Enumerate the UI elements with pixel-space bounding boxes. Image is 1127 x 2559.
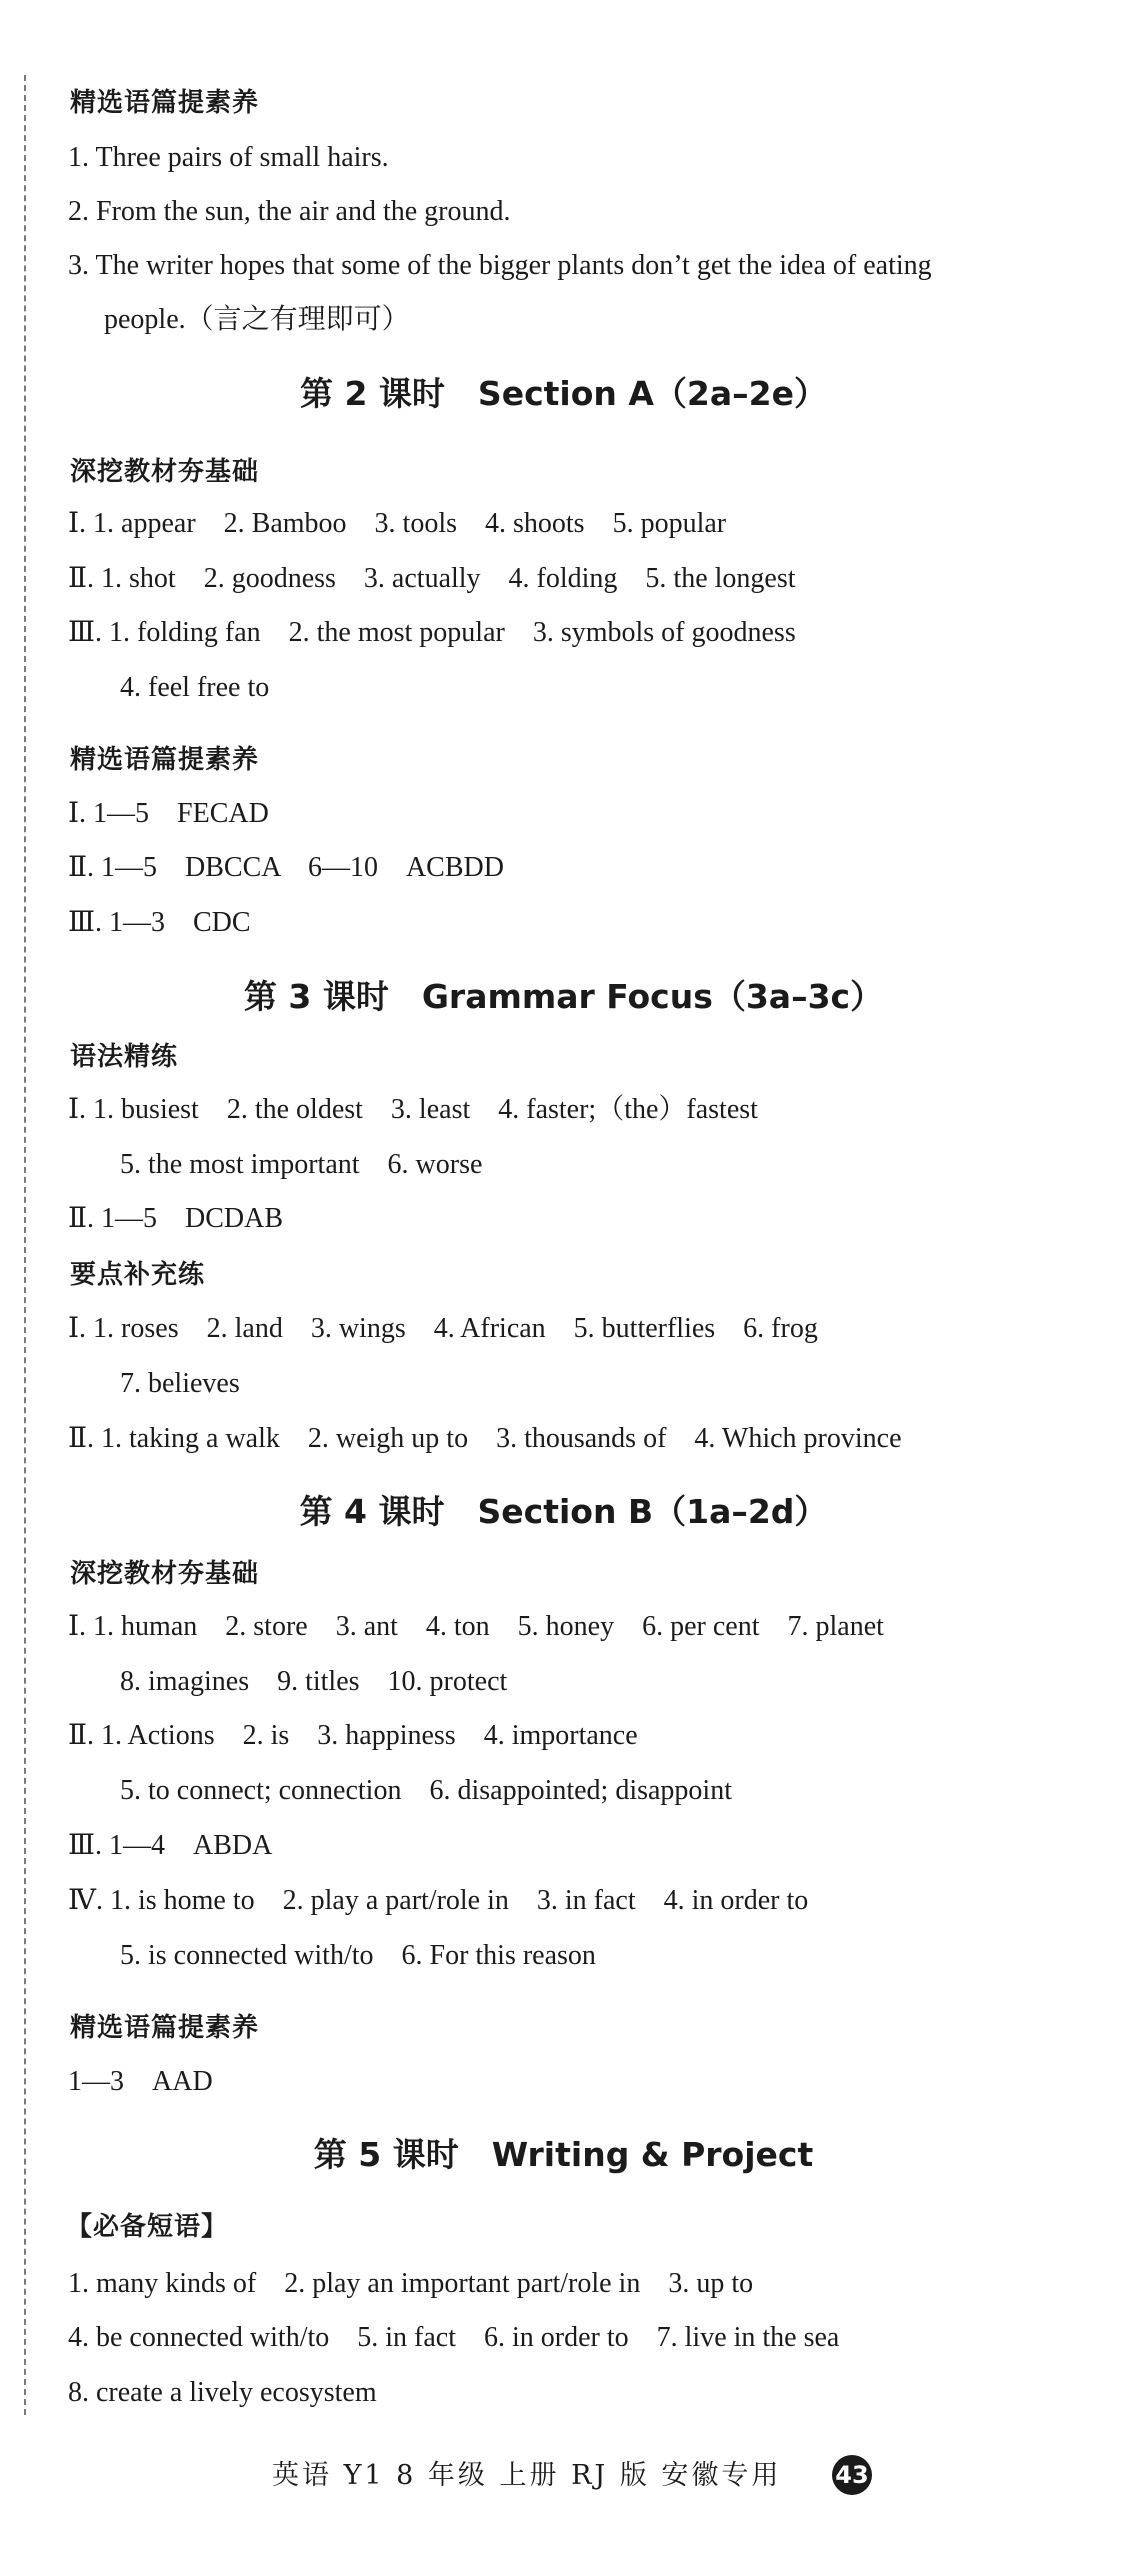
answer-line: 4. be connected with/to 5. in fact 6. in order to 7. live in the sea [68, 2322, 840, 2353]
answer-line: Ⅰ. 1. appear 2. Bamboo 3. tools 4. shoots 5. popular [68, 508, 727, 539]
answer-line: Ⅱ. 1. shot 2. goodness 3. actually 4. folding 5. the longest [68, 563, 796, 594]
section-heading: 精选语篇提素养 [70, 2013, 260, 2043]
lesson-title: 第 5 课时 Writing & Project [313, 2135, 814, 2174]
dashed-binding-line [24, 75, 26, 2415]
answer-line: Ⅲ. 1. folding fan 2. the most popular 3. symbols of goodness [68, 617, 796, 648]
section-heading: 精选语篇提素养 [70, 745, 260, 775]
answer-line: 1—3 AAD [68, 2066, 213, 2097]
section-heading: 语法精练 [70, 1042, 179, 1072]
answer-line: Ⅰ. 1. roses 2. land 3. wings 4. African 5. butterflies 6. frog [68, 1313, 818, 1344]
answer-line: people.（言之有理即可） [104, 304, 410, 335]
answer-line: 8. create a lively ecosystem [68, 2377, 377, 2408]
lesson-title: 第 4 课时 Section B（1a–2d） [299, 1492, 828, 1531]
answer-line: 3. The writer hopes that some of the bigger plants don’t get the idea of eating [68, 250, 932, 281]
answer-line: 2. From the sun, the air and the ground. [68, 196, 511, 227]
answer-line: 5. to connect; connection 6. disappointed; disappoint [120, 1775, 732, 1806]
answer-line: Ⅱ. 1. Actions 2. is 3. happiness 4. importance [68, 1720, 638, 1751]
answer-line: 5. is connected with/to 6. For this reason [120, 1940, 596, 1971]
answer-line: Ⅲ. 1—4 ABDA [68, 1830, 273, 1861]
answer-line: Ⅱ. 1—5 DCDAB [68, 1203, 284, 1234]
section-heading: 深挖教材夯基础 [70, 1559, 260, 1589]
answer-line: 5. the most important 6. worse [120, 1149, 483, 1180]
lesson-title: 第 2 课时 Section A（2a–2e） [299, 374, 827, 413]
answer-line: Ⅳ. 1. is home to 2. play a part/role in 3. in fact 4. in order to [68, 1885, 809, 1916]
answer-line: 8. imagines 9. titles 10. protect [120, 1666, 508, 1697]
answer-line: 1. Three pairs of small hairs. [68, 142, 389, 173]
answer-line: Ⅰ. 1. busiest 2. the oldest 3. least 4. faster;（the）fastest [68, 1094, 758, 1125]
footer-text: 英语 Y1 8 年级 上册 RJ 版 安徽专用 [272, 2460, 782, 2491]
section-heading: 要点补充练 [70, 1260, 206, 1290]
section-heading: 深挖教材夯基础 [70, 457, 260, 487]
answer-line: 1. many kinds of 2. play an important part/role in 3. up to [68, 2268, 754, 2299]
lesson-title: 第 3 课时 Grammar Focus（3a–3c） [243, 977, 884, 1016]
answer-line: Ⅰ. 1. human 2. store 3. ant 4. ton 5. honey 6. per cent 7. planet [68, 1611, 884, 1642]
section-heading: 【必备短语】 [66, 2212, 229, 2242]
answer-line: Ⅱ. 1. taking a walk 2. weigh up to 3. thousands of 4. Which province [68, 1423, 902, 1454]
page-number-badge: 43 [832, 2455, 872, 2495]
section-heading: 精选语篇提素养 [70, 88, 260, 118]
answer-line: 4. feel free to [120, 672, 270, 703]
answer-line: Ⅰ. 1—5 FECAD [68, 798, 269, 829]
answer-line: 7. believes [120, 1368, 240, 1399]
answer-line: Ⅱ. 1—5 DBCCA 6—10 ACBDD [68, 852, 504, 883]
answer-line: Ⅲ. 1—3 CDC [68, 907, 251, 938]
